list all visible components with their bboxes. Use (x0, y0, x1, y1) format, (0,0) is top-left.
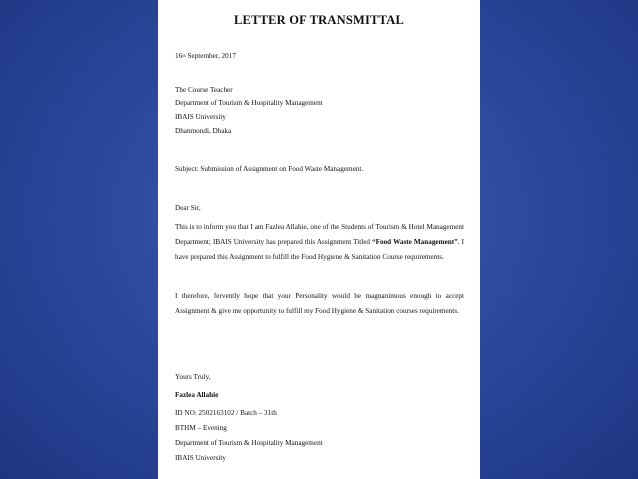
signature-name: Fazlea Allahie (175, 391, 219, 399)
salutation: Dear Sir, (175, 204, 201, 212)
letter-page (158, 0, 480, 479)
letter-date (175, 52, 236, 61)
body-paragraph-2: I therefore, fervently hope that your Personality would be magnanimous enough to accept Assignment & give me opportunity to fulfill my Food Hygiene & Sanitation courses requirements. (175, 292, 464, 315)
assignment-title: “Food Waste Management” (372, 238, 458, 246)
sender-line-2: BTHM – Evening (175, 424, 227, 432)
recipient-line-4: Dhanmondi, Dhaka (175, 127, 232, 135)
recipient-line-2: Department of Tourism & Hospitality Management (175, 99, 323, 107)
sender-line-3: Department of Tourism & Hospitality Management (175, 439, 323, 447)
recipient-line-3: IBAIS University (175, 113, 226, 121)
date-suffix: th (182, 53, 186, 58)
subject-line: Subject: Submission of Assignment on Food Waste Management. (175, 165, 364, 173)
body1-text-a: This is to inform you that I am Fazlea Allahie, one of the Students of Tourism & Hotel Management Department; IBAIS University has prepared this Assignment Titled (175, 223, 464, 246)
date-day: 16 (175, 52, 183, 60)
letter-title: LETTER OF TRANSMITTAL (234, 13, 404, 27)
closing: Yours Truly, (175, 373, 211, 381)
sender-line-4: IBAIS University (175, 454, 226, 462)
sender-line-1: ID NO: 2502163102 / Batch – 31th (175, 409, 277, 417)
date-rest: September, 2017 (185, 52, 236, 60)
recipient-line-1: The Course Teacher (175, 86, 233, 94)
body1-text-b: . I have prepared this Assignment to fulfill the Food Hygiene & Sanitation Course requirements. (175, 238, 464, 261)
body-paragraph-1 (175, 220, 464, 265)
